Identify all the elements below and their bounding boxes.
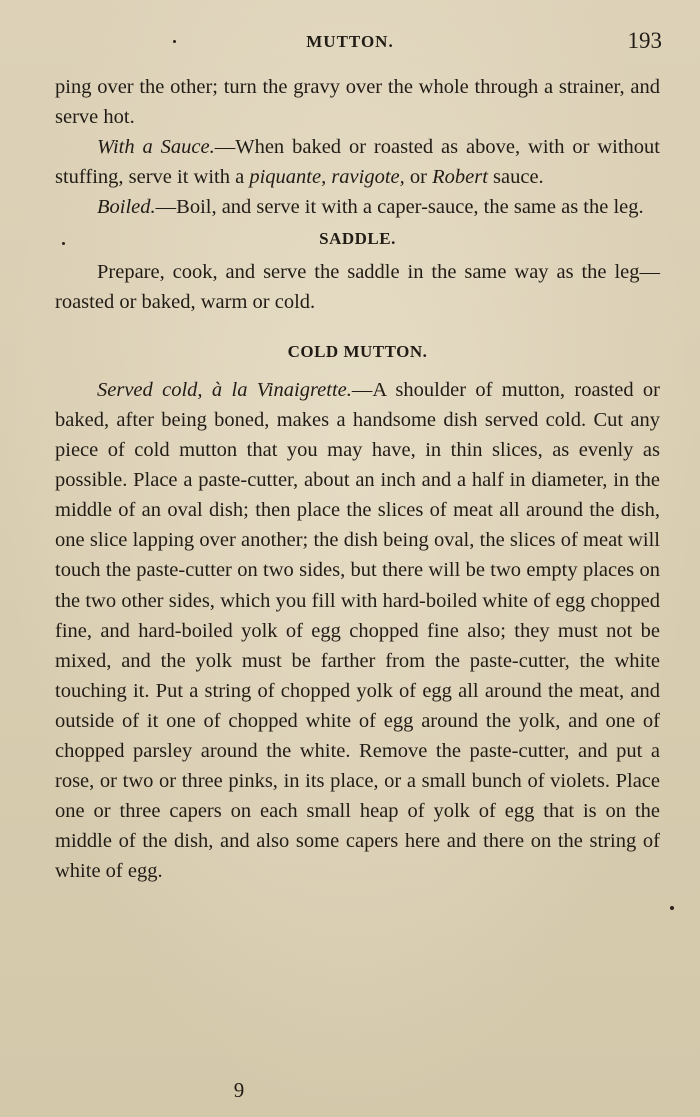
- cold-mutton-paragraph: [55, 375, 660, 887]
- with-sauce-text-1: —When baked or roasted as above, with or without stuffing, serve it with a: [55, 136, 660, 189]
- paper-speck: [670, 906, 674, 910]
- continuation-paragraph: ping over the other; turn the gravy over the whole through a strainer, and serve hot.: [55, 76, 660, 129]
- signature-mark: 9: [233, 1078, 245, 1102]
- saddle-paragraph: Prepare, cook, and serve the saddle in the same way as the leg—roasted or baked, warm or cold.: [55, 260, 660, 313]
- page-number: 193: [627, 28, 662, 53]
- saddle-heading: SADDLE.: [319, 229, 396, 249]
- boiled-paragraph: [55, 192, 660, 222]
- running-head: MUTTON.: [306, 32, 394, 51]
- boiled-lead: Boiled.: [97, 196, 156, 219]
- page-body: [55, 72, 660, 886]
- vinaigrette-text: —A shoulder of mutton, roasted or baked, after being boned, makes a handsome dish served cold. Cut any piece of cold mutton that you may have, in thin slices, as evenly as possible. Place a paste-cutter, about an inch and a half in diameter, in the middle of an oval dish; then place the slices of meat all around the dish, one slice lapping over another; the dish being oval, the slices of meat will touch the paste-cutter on two sides, but there will be two empty places on the two other sides, which you fill with hard-boiled white of egg chopped fine, and hard-boiled yolk of egg chopped fine also; they must not be mixed, and the yolk must be farther from the paste-cutter, the white touching it. Put a string of chopped yolk of egg all around the meat, and outside of it one of chopped white of egg around the yolk, and one of chopped parsley around the white. Remove the paste-cutter, and put a rose, or two or three pinks, in its place, or a small bunch of violets. Place one or three capers on each small heap of yolk of egg that is on the middle of the dish, and also some capers here and there on the string of white of egg.: [55, 378, 660, 883]
- paper-speck: [62, 242, 65, 245]
- boiled-text: —Boil, and serve it with a caper-sauce, the same as the leg.: [155, 196, 644, 219]
- sauce-name-robert: Robert: [432, 166, 488, 189]
- paper-speck: [173, 40, 176, 43]
- page-header: [0, 28, 700, 64]
- vinaigrette-lead: Served cold, à la Vinaigrette.: [97, 378, 352, 401]
- with-sauce-text-3: sauce.: [487, 166, 544, 189]
- with-sauce-lead: With a Sauce.: [97, 136, 215, 159]
- cold-mutton-heading: COLD MUTTON.: [287, 341, 428, 361]
- with-sauce-text-2: or: [404, 166, 433, 189]
- with-sauce-paragraph: [55, 132, 660, 192]
- sauce-names-1: piquante, ravigote,: [249, 166, 405, 189]
